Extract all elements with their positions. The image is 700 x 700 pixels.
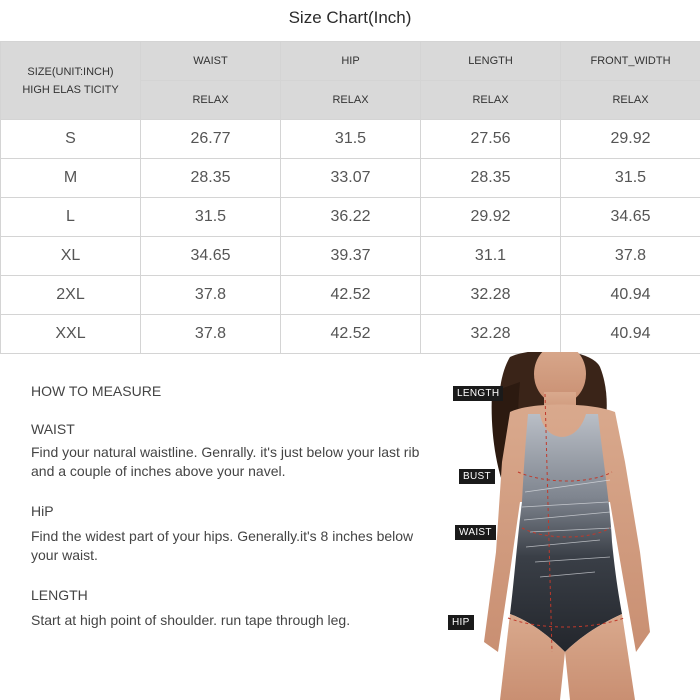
size-cell: 2XL	[1, 276, 141, 315]
table-cell: 34.65	[561, 198, 700, 237]
table-cell: 29.92	[421, 198, 561, 237]
subheader-relax: RELAX	[421, 81, 561, 120]
column-header-hip: HIP	[281, 42, 421, 81]
table-cell: 31.5	[141, 198, 281, 237]
table-cell: 31.5	[281, 120, 421, 159]
size-cell: L	[1, 198, 141, 237]
table-cell: 28.35	[141, 159, 281, 198]
table-cell: 29.92	[561, 120, 700, 159]
bust-tag: BUST	[459, 469, 495, 484]
table-row	[1, 315, 700, 354]
table-cell: 26.77	[141, 120, 281, 159]
table-cell: 42.52	[281, 276, 421, 315]
table-cell: 37.8	[561, 237, 700, 276]
hip-instructions: Find the widest part of your hips. Generally.it's 8 inches below your waist.	[31, 528, 414, 563]
table-cell: 37.8	[141, 276, 281, 315]
elasticity-label: HIGH ELAS TICITY	[22, 83, 119, 96]
table-cell: 27.56	[421, 120, 561, 159]
table-header-row	[1, 42, 700, 81]
table-cell: 40.94	[561, 315, 700, 354]
table-cell: 32.28	[421, 315, 561, 354]
table-row	[1, 120, 700, 159]
waist-tag: WAIST	[455, 525, 496, 540]
table-cell: 34.65	[141, 237, 281, 276]
length-instructions: Start at high point of shoulder. run tape through leg.	[31, 612, 351, 628]
table-cell: 37.8	[141, 315, 281, 354]
hip-tag: HIP	[448, 615, 474, 630]
table-cell: 32.28	[421, 276, 561, 315]
table-cell: 28.35	[421, 159, 561, 198]
table-cell: 33.07	[281, 159, 421, 198]
corner-header	[1, 42, 141, 120]
size-cell: M	[1, 159, 141, 198]
table-cell: 40.94	[561, 276, 700, 315]
size-cell: S	[1, 120, 141, 159]
size-cell: XXL	[1, 315, 141, 354]
table-cell: 39.37	[281, 237, 421, 276]
how-to-measure-heading: HOW TO MEASURE	[31, 383, 162, 399]
length-label: LENGTH	[31, 587, 88, 603]
table-cell: 31.5	[561, 159, 700, 198]
subheader-relax: RELAX	[281, 81, 421, 120]
column-header-front-width: FRONT_WIDTH	[561, 42, 700, 81]
subheader-relax: RELAX	[141, 81, 281, 120]
column-header-waist: WAIST	[141, 42, 281, 81]
table-cell: 42.52	[281, 315, 421, 354]
size-table	[0, 41, 700, 354]
table-row	[1, 237, 700, 276]
table-row	[1, 198, 700, 237]
how-to-measure-section	[31, 383, 431, 630]
waist-label: WAIST	[31, 421, 75, 437]
waist-instructions: Find your natural waistline. Genrally. it's just below your last rib and a couple of inches above your navel.	[31, 444, 420, 479]
length-tag: LENGTH	[453, 386, 503, 401]
hip-label: HiP	[31, 503, 54, 519]
table-row	[1, 276, 700, 315]
size-cell: XL	[1, 237, 141, 276]
table-row	[1, 159, 700, 198]
table-cell: 31.1	[421, 237, 561, 276]
unit-label: SIZE(UNIT:INCH)	[27, 65, 114, 78]
table-cell: 36.22	[281, 198, 421, 237]
size-chart-title: Size Chart(Inch)	[288, 8, 412, 27]
model-photo	[440, 352, 700, 700]
subheader-relax: RELAX	[561, 81, 700, 120]
column-header-length: LENGTH	[421, 42, 561, 81]
